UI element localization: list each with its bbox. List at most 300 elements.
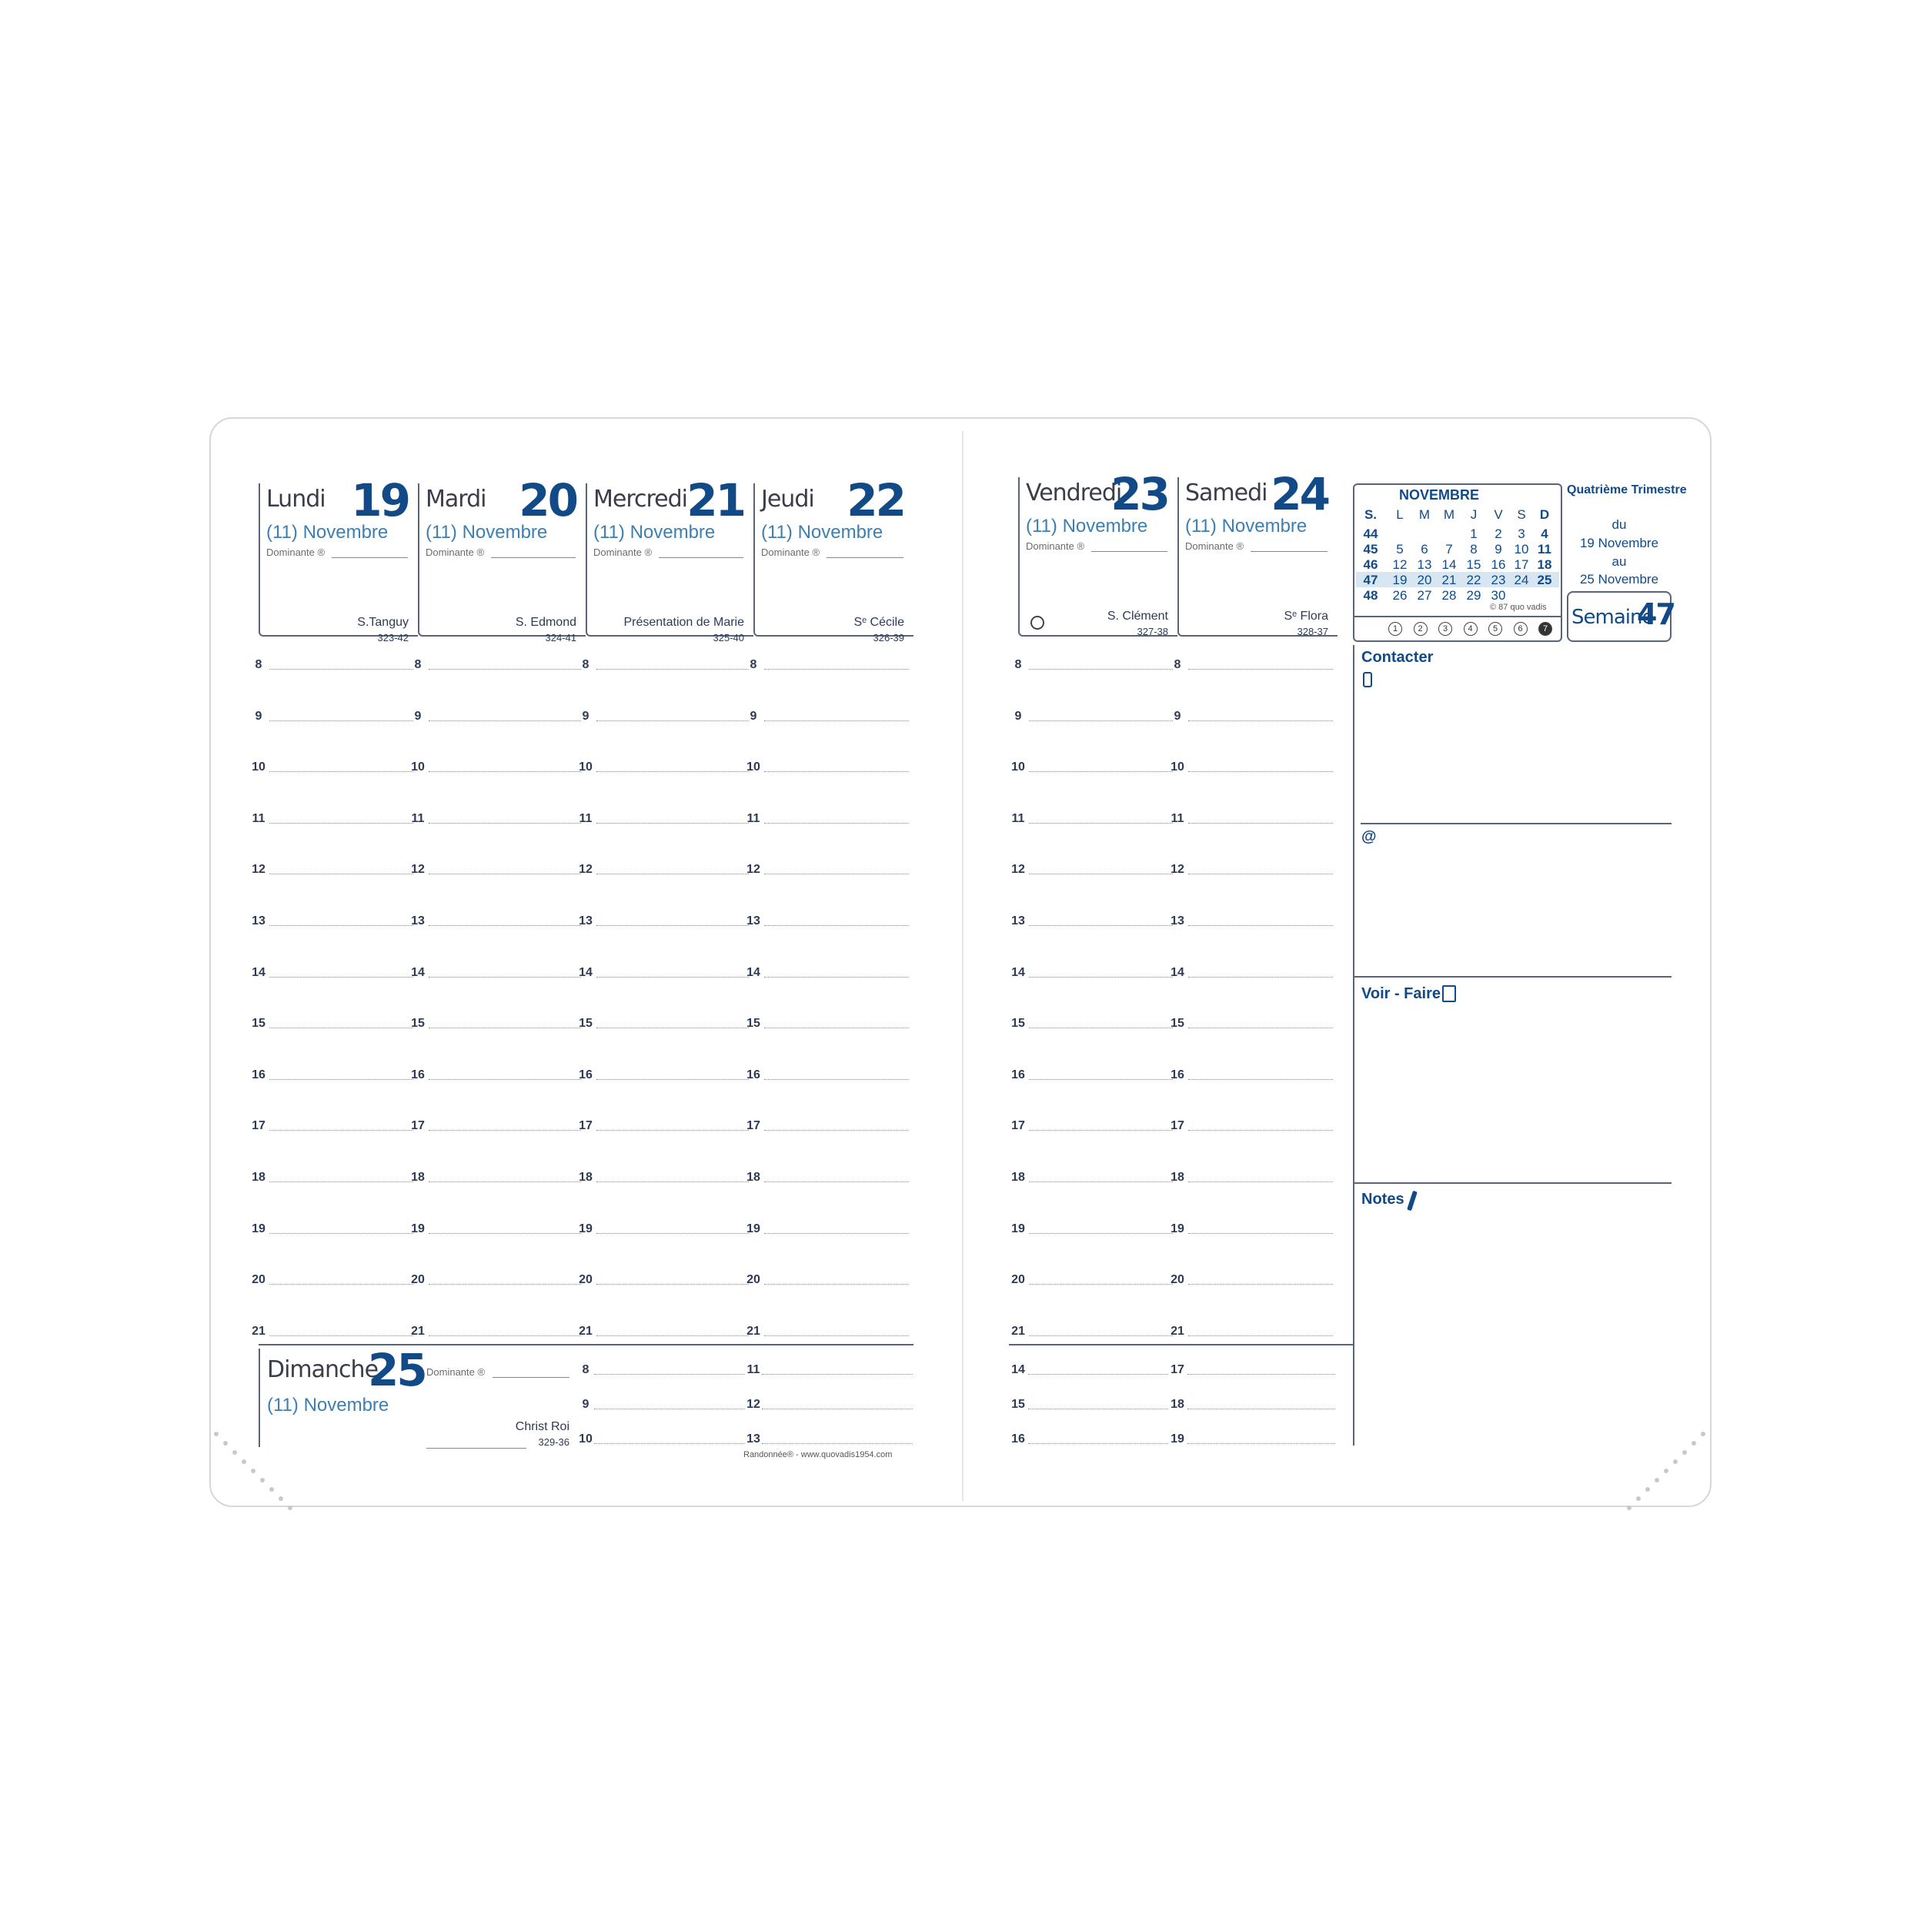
hour-label: 10 [411, 760, 425, 774]
hour-label: 21 [1171, 1325, 1184, 1338]
date-range-from: 19 Novembre [1579, 536, 1659, 550]
binding-stitch [288, 1506, 292, 1510]
hour-label: 17 [252, 1119, 266, 1132]
dominante-label: Dominante ® [761, 547, 820, 558]
hour-line[interactable] [596, 669, 749, 670]
hour-label: 13 [579, 914, 593, 928]
hour-label: 20 [579, 1273, 593, 1286]
calendar-day: 8 [1470, 542, 1478, 557]
calendar-day: 30 [1491, 588, 1506, 603]
calendar-day: 4 [1541, 526, 1548, 541]
hour-label: 19 [252, 1222, 266, 1235]
hour-label: 11 [1171, 812, 1184, 825]
dominante-label: Dominante ® [1185, 540, 1244, 552]
hour-line[interactable] [429, 823, 581, 824]
hour-line[interactable] [1029, 669, 1173, 670]
notepad-icon [1442, 985, 1456, 1002]
dominante-label: Dominante ® [426, 1366, 486, 1378]
hour-line[interactable] [1029, 1233, 1173, 1234]
contact-divider [1361, 823, 1672, 824]
hour-label: 10 [746, 760, 760, 774]
hour-line[interactable] [1188, 720, 1333, 721]
calendar-divider [1354, 616, 1561, 617]
hour-label: 19 [1171, 1432, 1184, 1446]
hour-label: 9 [1014, 710, 1022, 723]
calendar-day: 1 [1470, 526, 1478, 541]
hour-label: 16 [746, 1068, 760, 1081]
hour-line[interactable] [429, 1130, 581, 1131]
month-label: (11) Novembre [267, 1395, 389, 1416]
calendar-day: 26 [1392, 588, 1408, 603]
hour-line[interactable] [596, 977, 749, 978]
hour-label: 17 [1011, 1119, 1025, 1132]
hour-label: 17 [579, 1119, 593, 1132]
hour-label: 12 [579, 863, 593, 876]
hour-label: 8 [750, 658, 757, 671]
calendar-day: 5 [1396, 542, 1404, 557]
hour-line[interactable] [764, 1233, 909, 1234]
dominante-label: Dominante ® [266, 547, 326, 558]
binding-stitch [1627, 1506, 1631, 1510]
planner-spine [962, 431, 964, 1501]
binding-stitch [1692, 1441, 1696, 1446]
day-of-year: 323-42 [377, 632, 409, 643]
hour-label: 12 [746, 863, 760, 876]
hour-label: 20 [746, 1273, 760, 1286]
weekday-circle-marker[interactable]: 2 [1414, 622, 1428, 636]
hour-label: 20 [252, 1273, 266, 1286]
hour-label: 13 [411, 914, 425, 928]
hour-line[interactable] [429, 1233, 581, 1234]
calendar-day: 13 [1417, 557, 1432, 572]
hour-label: 19 [1011, 1222, 1025, 1235]
hour-line[interactable] [269, 720, 413, 721]
weekday-circle-marker[interactable]: 3 [1438, 622, 1452, 636]
notes-panel-border [1353, 645, 1354, 1446]
hour-line[interactable] [1028, 1374, 1168, 1375]
hour-label: 16 [411, 1068, 425, 1081]
calendar-day: 20 [1417, 573, 1432, 587]
mini-calendar-title: NOVEMBRE [1399, 487, 1480, 503]
binding-stitch [1655, 1478, 1659, 1482]
hour-line[interactable] [1188, 1079, 1333, 1080]
hour-label: 14 [579, 966, 593, 979]
hour-label: 21 [252, 1325, 266, 1338]
hour-line[interactable] [764, 1284, 909, 1285]
calendar-week-number: 44 [1363, 526, 1378, 541]
hour-line[interactable] [1188, 823, 1333, 824]
calendar-day: 17 [1514, 557, 1529, 572]
calendar-week-number: 45 [1363, 542, 1378, 557]
hour-line[interactable] [269, 771, 413, 772]
date-range-to: 25 Novembre [1579, 572, 1659, 587]
hour-line[interactable] [596, 823, 749, 824]
notes-divider [1354, 1182, 1672, 1184]
hour-line[interactable] [269, 669, 413, 670]
hour-label: 18 [1011, 1171, 1025, 1184]
saint-name: Christ Roi [515, 1420, 569, 1433]
hour-line[interactable] [269, 1233, 413, 1234]
hour-label: 8 [582, 1363, 589, 1376]
hour-label: 14 [1011, 966, 1025, 979]
hour-label: 15 [579, 1017, 593, 1030]
hour-line[interactable] [269, 977, 413, 978]
hour-label: 8 [582, 658, 589, 671]
hour-label: 16 [1011, 1068, 1025, 1081]
hour-label: 18 [1171, 1171, 1184, 1184]
hour-label: 13 [1011, 914, 1025, 928]
calendar-header: J [1470, 507, 1478, 522]
week-label: Semaine [1571, 606, 1654, 629]
dominante-line [332, 557, 408, 558]
calendar-week-number: 46 [1363, 557, 1378, 572]
calendar-day: 18 [1537, 557, 1552, 572]
hour-line[interactable] [764, 1130, 909, 1131]
day-of-year: 324-41 [545, 632, 576, 643]
hour-line[interactable] [1029, 1284, 1173, 1285]
hour-line[interactable] [269, 1284, 413, 1285]
email-at-icon: @ [1361, 828, 1377, 845]
quarter-label: Quatrième Trimestre [1567, 483, 1687, 496]
calendar-day: 27 [1417, 588, 1432, 603]
calendar-day: 28 [1441, 588, 1457, 603]
day-of-year: 329-36 [538, 1436, 569, 1448]
hour-label: 15 [746, 1017, 760, 1030]
calendar-header: M [1443, 507, 1455, 522]
dominante-line [827, 557, 903, 558]
hour-label: 11 [1011, 812, 1025, 825]
calendar-day: 22 [1466, 573, 1481, 587]
hour-label: 18 [411, 1171, 425, 1184]
day-name: Dimanche [267, 1356, 379, 1383]
saint-name: Sᵉ Flora [1284, 610, 1328, 623]
hour-label: 12 [746, 1398, 760, 1411]
hour-label: 20 [1011, 1273, 1025, 1286]
date-range-au: au [1611, 554, 1627, 569]
month-label: (11) Novembre [426, 522, 548, 543]
day-of-year: 327-38 [1137, 626, 1168, 637]
weekday-circle-marker[interactable]: 5 [1488, 622, 1502, 636]
hour-label: 14 [252, 966, 266, 979]
hour-label: 14 [746, 966, 760, 979]
hour-line[interactable] [269, 1079, 413, 1080]
calendar-day: 23 [1491, 573, 1506, 587]
phone-icon [1363, 672, 1372, 687]
hour-line[interactable] [1188, 669, 1333, 670]
calendar-day: 14 [1441, 557, 1457, 572]
hour-label: 20 [1171, 1273, 1184, 1286]
hour-label: 19 [411, 1222, 425, 1235]
voir-faire-title: Voir - Faire [1361, 985, 1441, 1002]
hour-line[interactable] [1029, 720, 1173, 721]
hour-line[interactable] [1029, 771, 1173, 772]
hour-label: 17 [746, 1119, 760, 1132]
hour-label: 17 [1171, 1119, 1184, 1132]
day-name: Jeudi [761, 486, 814, 513]
weekday-circle-marker[interactable]: 7 [1538, 622, 1552, 636]
hour-label: 10 [1171, 760, 1184, 774]
hour-label: 15 [252, 1017, 266, 1030]
hour-label: 16 [579, 1068, 593, 1081]
binding-stitch [251, 1469, 255, 1473]
month-label: (11) Novembre [1026, 516, 1148, 536]
hour-label: 18 [746, 1171, 760, 1184]
hour-label: 17 [1171, 1363, 1184, 1376]
hour-label: 13 [1171, 914, 1184, 928]
saint-name: Sᵉ Cécile [853, 616, 904, 629]
hour-label: 18 [1171, 1398, 1184, 1411]
hour-line[interactable] [269, 823, 413, 824]
hour-line[interactable] [429, 1079, 581, 1080]
saint-name: S. Edmond [515, 616, 576, 629]
date-range-du: du [1611, 517, 1627, 532]
hour-label: 9 [1174, 710, 1181, 723]
calendar-header: M [1418, 507, 1431, 522]
weekday-circle-marker[interactable]: 1 [1388, 622, 1402, 636]
hour-label: 13 [746, 1432, 760, 1446]
calendar-day: 3 [1518, 526, 1525, 541]
hour-label: 13 [746, 914, 760, 928]
hour-line[interactable] [1188, 771, 1333, 772]
hour-line[interactable] [762, 1443, 913, 1444]
day-name: Samedi [1185, 480, 1267, 506]
sunday-box-border [259, 1349, 260, 1447]
day-name: Lundi [266, 486, 326, 513]
hour-line[interactable] [596, 1233, 749, 1234]
dominante-line [493, 1377, 569, 1378]
hour-line[interactable] [269, 925, 413, 926]
hour-label: 12 [1011, 863, 1025, 876]
weekday-circle-marker[interactable]: 6 [1514, 622, 1528, 636]
right-bottom-divider [1009, 1344, 1354, 1345]
dominante-line [659, 557, 743, 558]
hour-label: 11 [746, 812, 760, 825]
hour-label: 8 [1174, 658, 1181, 671]
footer-credit: Randonnée® - www.quovadis1954.com [743, 1450, 893, 1459]
binding-stitch [260, 1478, 265, 1482]
binding-stitch [279, 1496, 283, 1501]
hour-line[interactable] [594, 1374, 745, 1375]
hour-line[interactable] [429, 771, 581, 772]
hour-label: 8 [255, 658, 262, 671]
hour-label: 16 [1011, 1432, 1025, 1446]
hour-label: 11 [579, 812, 593, 825]
hour-label: 11 [411, 812, 425, 825]
hour-label: 9 [414, 710, 422, 723]
hour-label: 17 [411, 1119, 425, 1132]
hour-line[interactable] [1029, 977, 1173, 978]
calendar-header: V [1494, 507, 1503, 522]
binding-stitch [1645, 1487, 1650, 1492]
hour-line[interactable] [764, 720, 909, 721]
month-label: (11) Novembre [1185, 516, 1308, 536]
dominante-line [1251, 551, 1328, 552]
hour-line[interactable] [1188, 1233, 1333, 1234]
calendar-header: L [1396, 507, 1404, 522]
dominante-label: Dominante ® [593, 547, 653, 558]
hour-line[interactable] [762, 1374, 913, 1375]
hour-label: 19 [746, 1222, 760, 1235]
day-of-year: 325-40 [713, 632, 744, 643]
calendar-header: D [1539, 507, 1550, 522]
hour-line[interactable] [429, 1284, 581, 1285]
hour-line[interactable] [1188, 1335, 1333, 1336]
binding-stitch [1636, 1496, 1641, 1501]
day-number: 20 [519, 474, 576, 526]
hour-line[interactable] [1029, 1079, 1173, 1080]
calendar-day: 16 [1491, 557, 1506, 572]
hour-line[interactable] [596, 1130, 749, 1131]
hour-line[interactable] [764, 1079, 909, 1080]
hour-line[interactable] [1029, 1130, 1173, 1131]
hour-label: 9 [750, 710, 757, 723]
weekday-circle-marker[interactable]: 4 [1464, 622, 1478, 636]
hour-label: 11 [252, 812, 266, 825]
hour-label: 15 [1171, 1017, 1184, 1030]
binding-stitch [269, 1487, 274, 1492]
calendar-day: 9 [1495, 542, 1502, 557]
calendar-day: 12 [1392, 557, 1408, 572]
hour-label: 8 [414, 658, 422, 671]
calendar-day: 10 [1514, 542, 1529, 557]
hour-line[interactable] [764, 823, 909, 824]
day-number: 21 [686, 474, 744, 526]
calendar-day: 24 [1514, 573, 1529, 587]
day-name: Mardi [426, 486, 486, 513]
hour-line[interactable] [1188, 1284, 1333, 1285]
hour-line[interactable] [764, 977, 909, 978]
hour-label: 11 [746, 1363, 760, 1376]
calendar-day: 11 [1538, 542, 1551, 557]
hour-line[interactable] [429, 669, 581, 670]
hour-line[interactable] [1187, 1443, 1335, 1444]
hour-line[interactable] [596, 1284, 749, 1285]
hour-label: 21 [1011, 1325, 1025, 1338]
hour-line[interactable] [596, 1079, 749, 1080]
dominante-line [491, 557, 576, 558]
calendar-day: 7 [1445, 542, 1453, 557]
hour-line[interactable] [429, 720, 581, 721]
hour-line[interactable] [1028, 1443, 1168, 1444]
binding-stitch [232, 1450, 237, 1455]
hour-label: 16 [252, 1068, 266, 1081]
day-number: 23 [1110, 468, 1168, 520]
hour-label: 10 [252, 760, 266, 774]
binding-stitch [1701, 1432, 1705, 1436]
binding-stitch [1682, 1450, 1687, 1455]
sunday-signature-line [426, 1448, 526, 1449]
day-number: 19 [351, 474, 409, 526]
hour-line[interactable] [596, 925, 749, 926]
marker-circle-icon [1030, 616, 1044, 630]
day-of-year: 328-37 [1297, 626, 1328, 637]
month-label: (11) Novembre [761, 522, 883, 543]
binding-stitch [242, 1459, 246, 1464]
calendar-day: 15 [1466, 557, 1481, 572]
hour-label: 14 [411, 966, 425, 979]
calendar-header: S [1517, 507, 1526, 522]
binding-stitch [223, 1441, 228, 1446]
day-number: 22 [847, 474, 904, 526]
hour-label: 21 [579, 1325, 593, 1338]
hour-label: 13 [252, 914, 266, 928]
hour-line[interactable] [764, 925, 909, 926]
hour-line[interactable] [269, 1130, 413, 1131]
hour-label: 9 [255, 710, 262, 723]
hour-line[interactable] [1029, 823, 1173, 824]
saint-name: S. Clément [1107, 610, 1168, 623]
hour-line[interactable] [596, 771, 749, 772]
hour-label: 16 [1171, 1068, 1184, 1081]
saint-name: Présentation de Marie [623, 616, 744, 629]
day-number: 24 [1271, 468, 1328, 520]
hour-line[interactable] [269, 1335, 413, 1336]
hour-label: 18 [579, 1171, 593, 1184]
hour-label: 19 [579, 1222, 593, 1235]
dominante-label: Dominante ® [1026, 540, 1085, 552]
calendar-day: 21 [1441, 573, 1457, 587]
hour-line[interactable] [1188, 925, 1333, 926]
hour-line[interactable] [429, 977, 581, 978]
hour-label: 21 [411, 1325, 425, 1338]
binding-stitch [1673, 1459, 1678, 1464]
hour-line[interactable] [596, 1335, 749, 1336]
calendar-day: 6 [1421, 542, 1428, 557]
hour-line[interactable] [429, 925, 581, 926]
hour-line[interactable] [1029, 925, 1173, 926]
hour-line[interactable] [596, 720, 749, 721]
saint-name: S.Tanguy [357, 616, 409, 629]
hour-label: 12 [252, 863, 266, 876]
dominante-line [1091, 551, 1167, 552]
hour-label: 14 [1171, 966, 1184, 979]
hour-line[interactable] [764, 771, 909, 772]
hour-label: 10 [1011, 760, 1025, 774]
calendar-header: S. [1364, 507, 1378, 522]
hour-line[interactable] [764, 1335, 909, 1336]
calendar-day: 25 [1537, 573, 1552, 587]
day-of-year: 326-39 [873, 632, 904, 643]
hour-line[interactable] [1187, 1374, 1335, 1375]
hour-line[interactable] [1188, 1130, 1333, 1131]
notes-title: Notes [1361, 1191, 1404, 1208]
hour-label: 18 [252, 1171, 266, 1184]
hour-label: 10 [579, 760, 593, 774]
hour-label: 9 [582, 710, 589, 723]
calendar-day: 29 [1466, 588, 1481, 603]
week-number: 47 [1637, 597, 1675, 631]
hour-line[interactable] [1029, 1335, 1173, 1336]
hour-label: 15 [411, 1017, 425, 1030]
hour-line[interactable] [429, 1335, 581, 1336]
voir-faire-divider [1354, 976, 1672, 978]
calendar-week-number: 48 [1363, 588, 1378, 603]
calendar-copyright: © 87 quo vadis [1490, 603, 1547, 612]
month-label: (11) Novembre [266, 522, 389, 543]
binding-stitch [1664, 1469, 1668, 1473]
hour-label: 21 [746, 1325, 760, 1338]
month-label: (11) Novembre [593, 522, 716, 543]
hour-line[interactable] [1188, 977, 1333, 978]
day-name: Vendredi [1026, 480, 1122, 506]
hour-line[interactable] [764, 669, 909, 670]
hour-line[interactable] [594, 1443, 745, 1444]
calendar-week-number: 47 [1363, 573, 1378, 587]
hour-label: 15 [1011, 1017, 1025, 1030]
day-number: 25 [368, 1344, 426, 1396]
sunday-divider [259, 1344, 913, 1345]
hour-label: 14 [1011, 1363, 1025, 1376]
